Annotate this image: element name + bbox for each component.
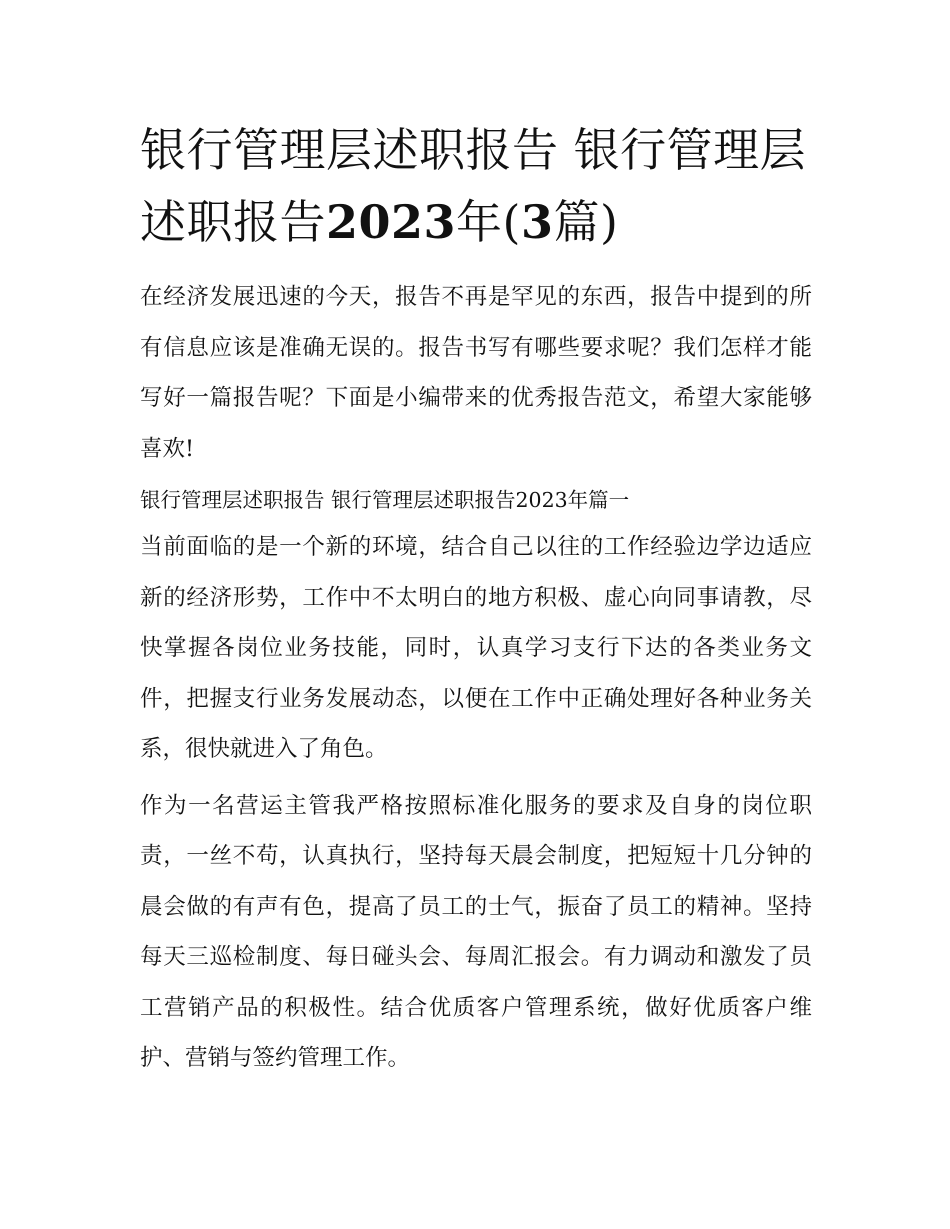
document-page (140, 114, 812, 1084)
title-text-part3: 篇) (553, 195, 619, 249)
title-text-part2: 年( (456, 195, 521, 249)
section-heading: 银行管理层述职报告 银行管理层述职报告2023年篇一 (140, 488, 630, 512)
body-paragraph-2: 作为一名营运主管我严格按照标准化服务的要求及自身的岗位职责，一丝不苟，认真执行，坚持每天晨会制度，把短短十几分钟的晨会做的有声有色，提高了员工的士气，振奋了员工的精神。坚持每天三巡检制度、每日碰头会、每周汇报会。有力调动和激发了员工营销产品的积极性。结合优质客户管理系统，做好优质客户维护、营销与签约管理工作。 (140, 792, 812, 1071)
title-count: 3 (520, 195, 554, 249)
document-title (140, 114, 812, 258)
body-paragraph-1: 当前面临的是一个新的环境，结合自己以往的工作经验边学边适应新的经济形势，工作中不太明白的地方积极、虚心向同事请教，尽快掌握各岗位业务技能，同时，认真学习支行下达的各类业务文件，把握支行业务发展动态，以便在工作中正确处理好各种业务关系，很快就进入了角色。 (140, 534, 812, 762)
title-text-part1: 银行管理层述职报告 银行管理层述职报告 (140, 123, 807, 249)
title-year: 2023 (326, 195, 457, 249)
intro-paragraph: 在经济发展迅速的今天，报告不再是罕见的东西，报告中提到的所有信息应该是准确无误的。报告书写有哪些要求呢？我们怎样才能写好一篇报告呢？下面是小编带来的优秀报告范文，希望大家能够喜欢! (140, 284, 812, 462)
